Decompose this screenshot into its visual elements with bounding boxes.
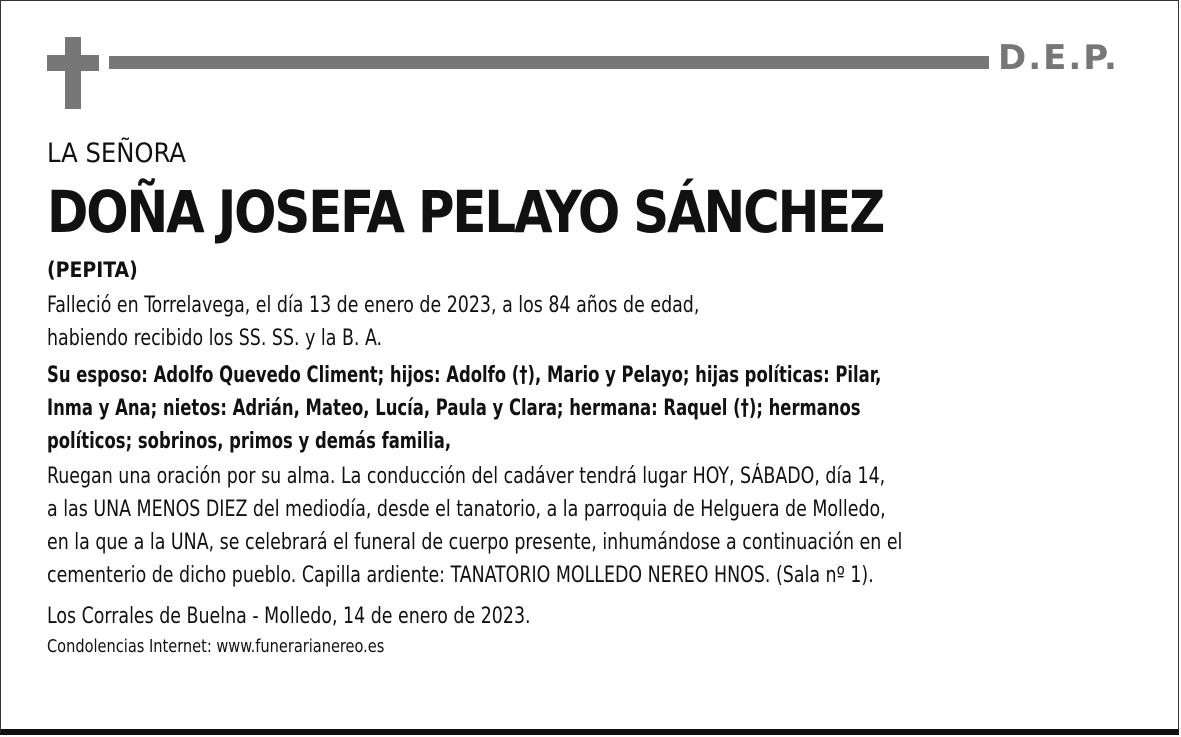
family-line: Su esposo: Adolfo Quevedo Climent; hijos: Adolfo (†), Mario y Pelayo; hijas políticas: Pilar,: [47, 363, 882, 388]
request-paragraph: [47, 460, 1157, 592]
request-line: cementerio de dicho pueblo. Capilla ardiente: TANATORIO MOLLEDO NEREO HNOS. (Sala nº 1).: [47, 563, 874, 588]
place-date: Los Corrales de Buelna - Molledo, 14 de enero de 2023.: [47, 604, 531, 629]
request-line: en la que a la UNA, se celebrará el funeral de cuerpo presente, inhumándose a continuación en el: [47, 530, 903, 555]
death-line: habiendo recibido los SS. SS. y la B. A.: [47, 326, 383, 351]
request-line: Ruegan una oración por su alma. La conducción del cadáver tendrá lugar HOY, SÁBADO, día 14,: [47, 464, 886, 489]
condolences-text: Condolencias Internet: www.funerarianereo.es: [47, 636, 385, 657]
nickname: (PEPITA): [47, 258, 138, 282]
death-line: Falleció en Torrelavega, el día 13 de enero de 2023, a los 84 años de edad,: [47, 293, 700, 318]
deceased-name: DOÑA JOSEFA PELAYO SÁNCHEZ: [47, 178, 884, 246]
dep-label: D.E.P.: [998, 38, 1119, 78]
intro-text: LA SEÑORA: [47, 138, 186, 169]
cross-icon: [47, 37, 99, 109]
obituary-content: [47, 135, 1157, 661]
header-rule: [109, 56, 989, 69]
family-line: políticos; sobrinos, primos y demás familia,: [47, 429, 452, 454]
death-paragraph: [47, 289, 1157, 355]
family-line: Inma y Ana; nietos: Adrián, Mateo, Lucía, Paula y Clara; hermana: Raquel (†); hermanos: [47, 396, 861, 421]
request-line: a las UNA MENOS DIEZ del mediodía, desde el tanatorio, a la parroquia de Helguera de Molledo,: [47, 497, 886, 522]
family-paragraph: [47, 359, 1157, 458]
